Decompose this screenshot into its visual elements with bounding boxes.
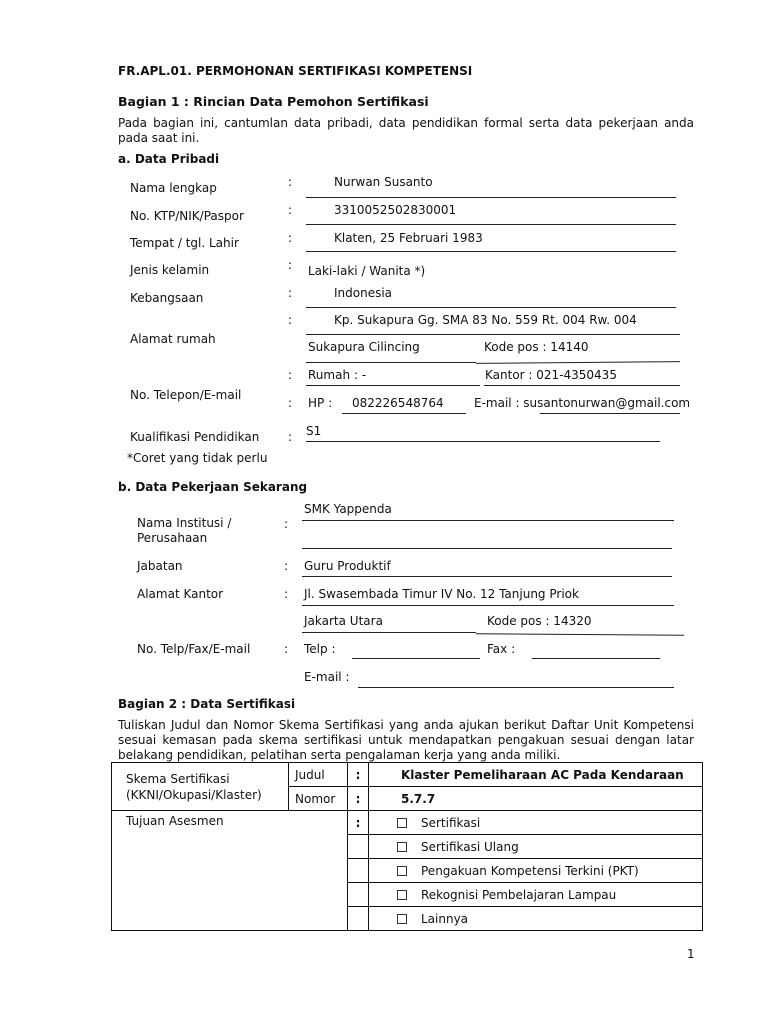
kodepos-kantor-underline [476,633,684,635]
colon: : [284,642,289,656]
telp-rumah: Rumah : - [308,368,367,382]
option-sertifikasi-ulang[interactable]: Sertifikasi Ulang [369,835,703,859]
kualifikasi-value: S1 [306,424,322,438]
email-underline [540,413,680,414]
ttl-label: Tempat / tgl. Lahir [130,236,239,250]
jabatan-value: Guru Produktif [304,559,391,573]
telp-fax-email-label: No. Telp/Fax/E-mail [137,642,251,656]
ktp-label: No. KTP/NIK/Paspor [130,209,244,223]
alamat-rumah-label: Alamat rumah [130,332,216,346]
jabatan-underline [302,576,672,577]
colon: : [288,430,293,444]
colon: : [288,396,293,410]
skema-sertifikasi-table [111,762,703,931]
skema-label: Skema Sertifikasi (KKNI/Okupasi/Klaster) [112,763,289,811]
ttl-value: Klaten, 25 Februari 1983 [334,231,483,245]
checkbox-icon[interactable] [397,818,407,828]
alamat-rumah-line1: Kp. Sukapura Gg. SMA 83 No. 559 Rt. 004 Rw. 004 [334,313,637,327]
option-sertifikasi[interactable]: Sertifikasi [369,811,703,835]
kodepos-underline [476,361,680,364]
alamat-rumah-line2: Sukapura Cilincing [308,340,420,354]
alamat-kantor-label: Alamat Kantor [137,587,224,601]
section-bagian2-title: Bagian 2 : Data Sertifikasi [118,697,296,711]
checkbox-icon[interactable] [397,866,407,876]
kodepos-kantor: Kode pos : 14320 [487,614,592,628]
colon: : [284,559,289,573]
alamat-underline-1 [306,334,680,335]
option-lainnya[interactable]: Lainnya [369,907,703,931]
institusi-label-2: Perusahaan [137,531,208,545]
ktp-underline [306,224,676,225]
institusi-label-1: Nama Institusi / [137,516,232,530]
institusi-underline-2 [302,548,672,549]
colon: : [288,258,293,272]
email-value: E-mail : susantonurwan@gmail.com [474,396,691,410]
colon: : [288,231,293,245]
checkbox-icon[interactable] [397,890,407,900]
alamat-kantor-underline-2 [302,632,476,633]
document-title: FR.APL.01. PERMOHONAN SERTIFIKASI KOMPETENSI [118,64,473,78]
telp-kantor: Kantor : 021-4350435 [485,368,617,382]
email-kantor-label: E-mail : [304,670,350,684]
jenis-kelamin-value: Laki-laki / Wanita *) [308,264,426,278]
colon: : [288,313,293,327]
fax-underline [532,658,660,659]
section-data-pekerjaan: b. Data Pekerjaan Sekarang [118,480,308,494]
colon: : [288,368,293,382]
option-pkt[interactable]: Pengakuan Kompetensi Terkini (PKT) [369,859,703,883]
alamat-kantor-line1: Jl. Swasembada Timur IV No. 12 Tanjung Priok [304,587,579,601]
jenis-kelamin-label: Jenis kelamin [130,263,210,277]
ttl-underline [306,251,676,252]
alamat-kantor-line2: Jakarta Utara [304,614,383,628]
kebangsaan-underline [306,307,676,308]
kebangsaan-label: Kebangsaan [130,291,204,305]
option-rpl[interactable]: Rekognisi Pembelajaran Lampau [369,883,703,907]
institusi-underline-1 [302,520,674,521]
judul-label: Judul [289,763,348,787]
email-kantor-underline [358,687,674,688]
alamat-kantor-underline-1 [302,605,674,606]
page-number: 1 [687,947,695,961]
colon: : [288,203,293,217]
section-bagian1-title: Bagian 1 : Rincian Data Pemohon Sertifikasi [118,94,429,109]
colon: : [348,811,369,835]
colon: : [288,286,293,300]
ktp-value: 3310052502830001 [334,203,457,217]
bagian1-intro: Pada bagian ini, cantumlan data pribadi, data pendidikan formal serta data pekerjaan anda pada saat ini. [118,116,694,145]
kantor-underline [484,385,680,386]
nama-value-text: Nurwan Susanto [334,175,433,189]
telp-kantor-underline [352,658,480,659]
bagian2-intro: Tuliskan Judul dan Nomor Skema Sertifikasi yang anda ajukan berikut Daftar Unit Kompetensi sesuai kemasan pada skema sertifikasi untuk mendapatkan pengakuan sesuai dengan latar belakang pendidikan, pelatihan serta pengalaman kerja yang anda miliki. [118,718,694,762]
fax-label: Fax : [487,642,516,656]
coret-note: *Coret yang tidak perlu [127,451,268,465]
hp-label: HP : [308,396,333,410]
colon: : [348,763,369,787]
nomor-label: Nomor [289,787,348,811]
colon: : [284,587,289,601]
telepon-email-label: No. Telepon/E-mail [130,388,242,402]
rumah-underline [306,385,480,386]
hp-value: 082226548764 [352,396,444,410]
checkbox-icon[interactable] [397,914,407,924]
nama-underline [306,197,676,198]
hp-underline [342,413,466,414]
kualifikasi-underline [306,441,660,442]
tujuan-asesmen-label: Tujuan Asesmen [112,811,348,931]
judul-value: Klaster Pemeliharaan AC Pada Kendaraan [369,763,703,787]
kualifikasi-label: Kualifikasi Pendidikan [130,430,260,444]
alamat-underline-2 [306,362,476,363]
nama-label: Nama lengkap [130,181,217,195]
checkbox-icon[interactable] [397,842,407,852]
institusi-value: SMK Yappenda [304,502,392,516]
section-data-pribadi: a. Data Pribadi [118,152,220,166]
colon: : [284,517,289,531]
kebangsaan-value: Indonesia [334,286,393,300]
colon: : [288,175,293,189]
nomor-value: 5.7.7 [369,787,703,811]
jabatan-label: Jabatan [137,559,183,573]
kodepos-rumah: Kode pos : 14140 [484,340,589,354]
telp-kantor-label: Telp : [304,642,336,656]
colon: : [348,787,369,811]
